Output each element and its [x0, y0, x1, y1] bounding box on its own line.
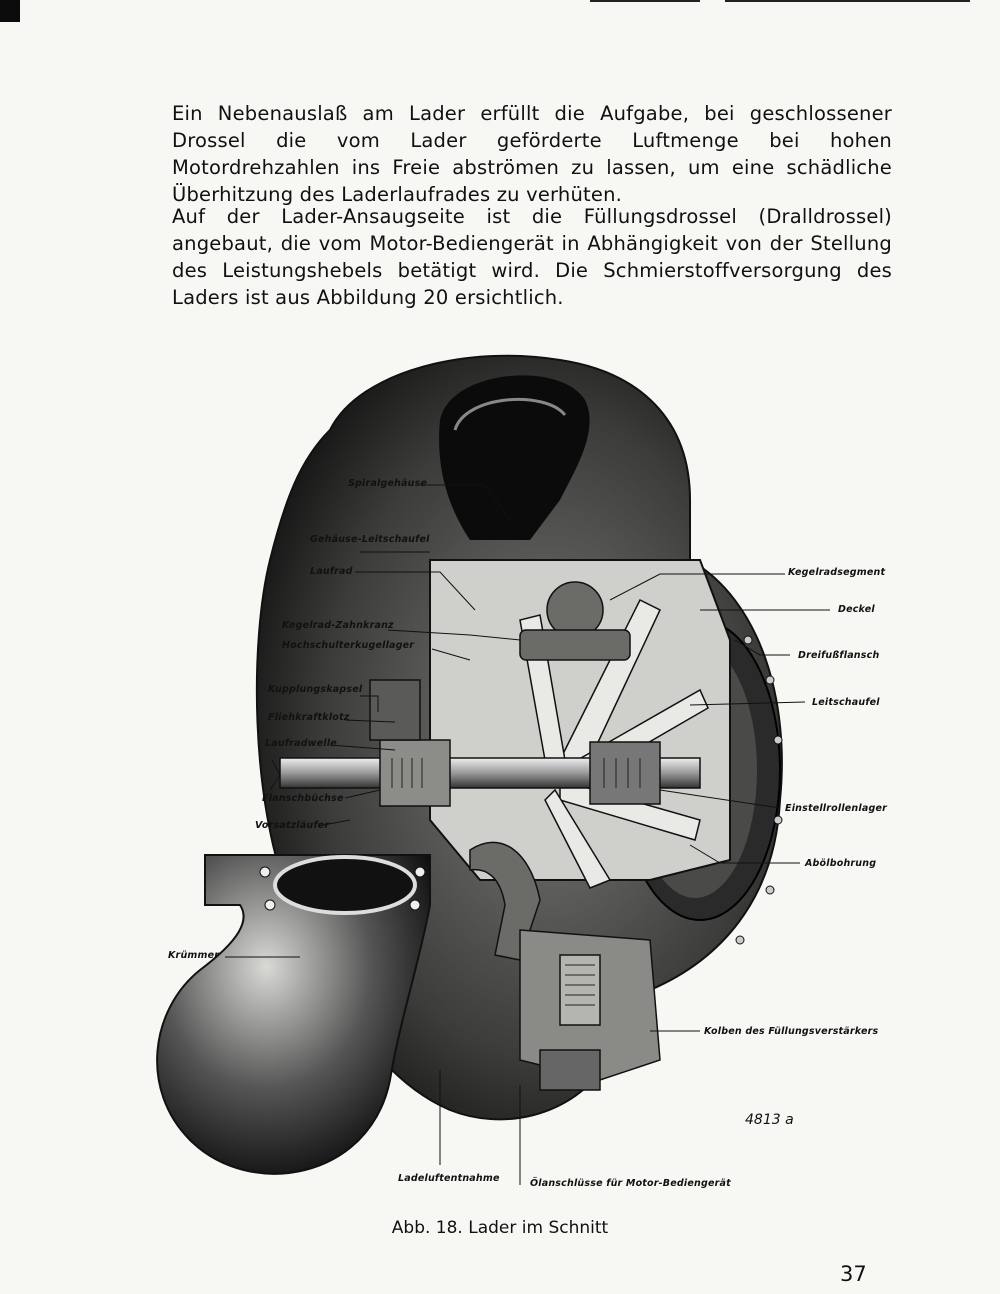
label-spiralgehaeuse: Spiralgehäuse — [348, 478, 428, 489]
label-hochschulterkugellager: Hochschulterkugellager — [282, 640, 415, 651]
label-oelanschluesse: Ölanschlüsse für Motor-Bediengerät — [530, 1178, 731, 1189]
label-laufradwelle: Laufradwelle — [265, 738, 337, 749]
label-flanschbuechse: Flanschbüchse — [262, 793, 344, 804]
label-kruemmer: Krümmer — [168, 950, 220, 961]
label-kupplungskapsel: Kupplungskapsel — [268, 684, 363, 695]
label-vorsatzlaeufer: Vorsatzläufer — [255, 820, 330, 831]
page-number: 37 — [840, 1262, 867, 1286]
figure-caption: Abb. 18. Lader im Schnitt — [391, 1218, 609, 1238]
scan-top-rule — [590, 0, 700, 2]
label-kolben-fuellungsverstaerker: Kolben des Füllungsverstärkers — [704, 1026, 879, 1037]
label-einstellrollenlager: Einstellrollenlager — [785, 803, 887, 814]
label-laufrad: Laufrad — [310, 566, 353, 577]
scan-top-rule — [725, 0, 970, 2]
label-kegelradsegment: Kegelradsegment — [788, 567, 886, 578]
label-fliehkraftklotz: Fliehkraftklotz — [268, 712, 350, 723]
label-gehaeuse-leitschaufel: Gehäuse-Leitschaufel — [310, 534, 430, 545]
label-kegelrad-zahnkranz: Kegelrad-Zahnkranz — [282, 620, 394, 631]
paragraph-nebenauslass: Ein Nebenauslaß am Lader erfüllt die Aufgabe, bei geschlossener Drossel die vom Lader geförderte Luftmenge bei hohen Motordrehzahlen ins Freie abströmen zu lassen, um eine schädliche Überhitzung des Laderlaufrades zu verhüten. — [172, 102, 892, 206]
label-dreifussflansch: Dreifußflansch — [798, 650, 880, 661]
figure-number: 4813 a — [745, 1112, 794, 1128]
scan-corner-mark — [0, 0, 20, 22]
label-deckel: Deckel — [838, 604, 875, 615]
supercharger-section-figure — [150, 330, 910, 1210]
label-leitschaufel: Leitschaufel — [812, 697, 880, 708]
paragraph-ansaugseite: Auf der Lader-Ansaugseite ist die Füllungsdrossel (Dralldrossel) angebaut, die vom Motor-Bediengerät in Abhängigkeit von der Stellung des Leistungshebels betätigt wird. Die Schmierstoffversorgung des Laders ist aus Abbildung 20 ersichtlich. — [172, 205, 892, 309]
label-aboelbohrung: Abölbohrung — [805, 858, 877, 869]
label-ladeluftentnahme: Ladeluftentnahme — [398, 1173, 500, 1184]
